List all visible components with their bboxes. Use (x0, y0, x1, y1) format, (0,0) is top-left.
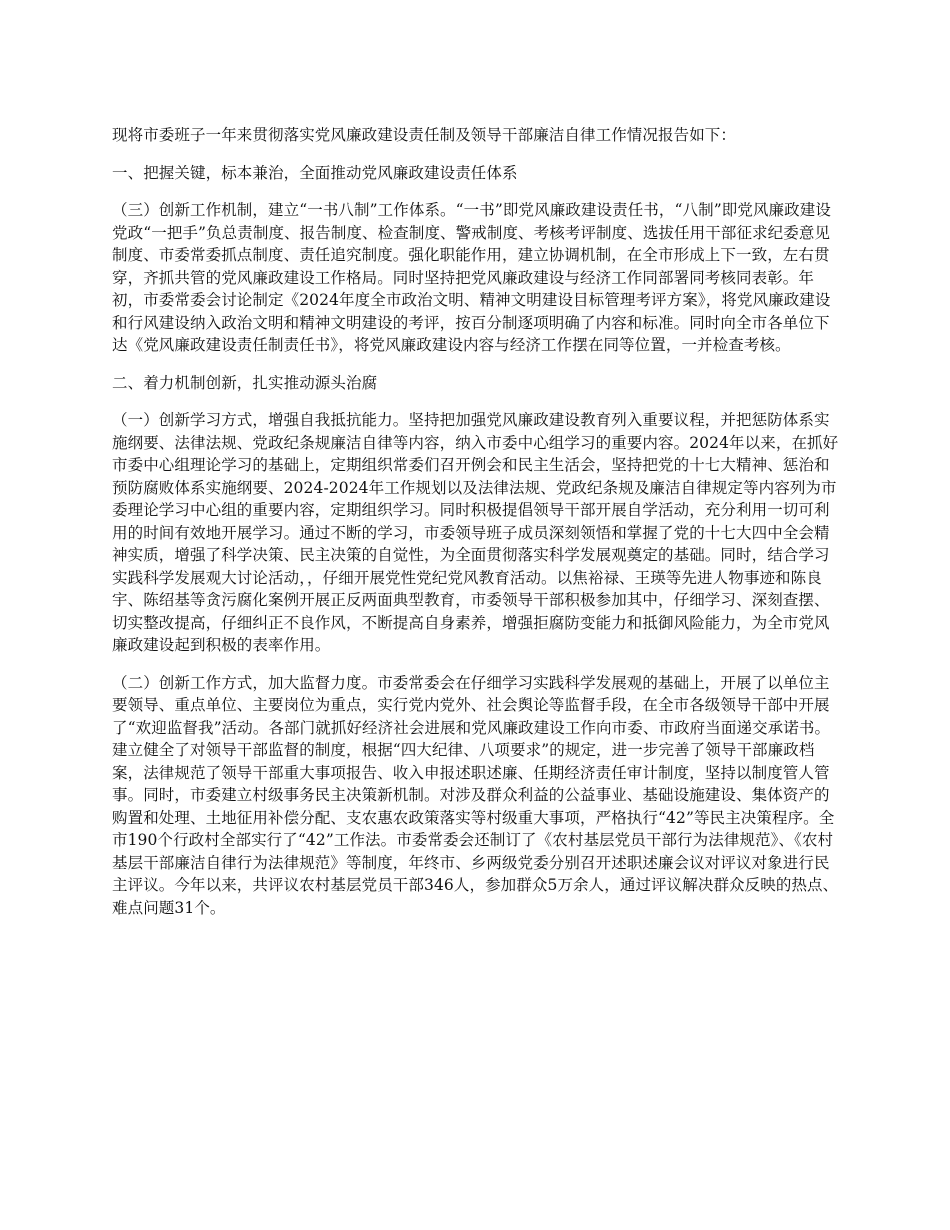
section1-heading: 一、把握关键，标本兼治，全面推动党风廉政建设责任体系 (112, 163, 518, 182)
section1-paragraph-3: （三）创新工作机制，建立“一书八制”工作体系。“一书”即党风廉政建设责任书，“八制”即党风廉政建设党政“一把手”负总责制度、报告制度、检查制度、警戒制度、考核考评制度、选拔任用干部征求纪委意见制度、市委常委抓点制度、责任追究制度。强化职能作用，建立协调机制，在全市形成上下一致，左右贯穿，齐抓共管的党风廉政建设工作格局。同时坚持把党风廉政建设与经济工作同部署同考核同表彰。年初，市委常委会讨论制定《2024年度全市政治文明、精神文明建设目标管理考评方案》，将党风廉政建设和行风建设纳入政治文明和精神文明建设的考评，按百分制逐项明确了内容和标准。同时向全市各单位下达《党风廉政建设责任制责任书》，将党风廉政建设内容与经济工作摆在同等位置，一并检查考核。 (112, 201, 831, 354)
section2-paragraph-1: （一）创新学习方式，增强自我抵抗能力。坚持把加强党风廉政建设教育列入重要议程，并把惩防体系实施纲要、法律法规、党政纪条规廉洁自律等内容，纳入市委中心组学习的重要内容。2024年以来，在抓好市委中心组理论学习的基础上，定期组织常委们召开例会和民主生活会，坚持把党的十七大精神、惩治和预防腐败体系实施纲要、2024-2024年工作规划以及法律法规、党政纪条规及廉洁自律规定等内容列为市委理论学习中心组的重要内容，定期组织学习。同时积极提倡领导干部开展自学活动，充分利用一切可利用的时间有效地开展学习。通过不断的学习，市委领导班子成员深刻领悟和掌握了党的十七大四中全会精神实质，增强了科学决策、民主决策的自觉性，为全面贯彻落实科学发展观奠定的基础。同时，结合学习实践科学发展观大讨论活动，，仔细开展党性党纪党风教育活动。以焦裕禄、王瑛等先进人物事迹和陈良宇、陈绍基等贪污腐化案例开展正反两面典型教育，市委领导干部积极参加其中，仔细学习、深刻查摆、切实整改提高，仔细纠正不良作风，不断提高自身素养，增强拒腐防变能力和抵御风险能力，为全市党风廉政建设起到积极的表率作用。 (112, 411, 839, 654)
section2-paragraph-2: （二）创新工作方式，加大监督力度。市委常委会在仔细学习实践科学发展观的基础上，开展了以单位主要领导、重点单位、主要岗位为重点，实行党内党外、社会舆论等监督手段，在全市各级领导干部中开展了“欢迎监督我”活动。各部门就抓好经济社会进展和党风廉政建设工作向市委、市政府当面递交承诺书。建立健全了对领导干部监督的制度，根据“四大纪律、八项要求”的规定，进一步完善了领导干部廉政档案，法律规范了领导干部重大事项报告、收入申报述职述廉、任期经济责任审计制度，坚持以制度管人管事。同时，市委建立村级事务民主决策新机制。对涉及群众利益的公益事业、基础设施建设、集体资产的购置和处理、土地征用补偿分配、支农惠农政策落实等村级重大事项，严格执行“42”等民主决策程序。全市190个行政村全部实行了“42”工作法。市委常委会还制订了《农村基层党员干部行为法律规范》、《农村基层干部廉洁自律行为法律规范》等制度，年终市、乡两级党委分别召开述职述廉会议对评议对象进行民主评议。今年以来，共评议农村基层党员干部346人，参加群众5万余人，通过评议解决群众反映的热点、难点问题31个。 (112, 673, 839, 917)
intro-paragraph: 现将市委班子一年来贯彻落实党风廉政建设责任制及领导干部廉洁自律工作情况报告如下： (112, 126, 737, 144)
document-page (112, 124, 840, 934)
section2-heading: 二、着力机制创新，扎实推动源头治腐 (112, 373, 378, 392)
